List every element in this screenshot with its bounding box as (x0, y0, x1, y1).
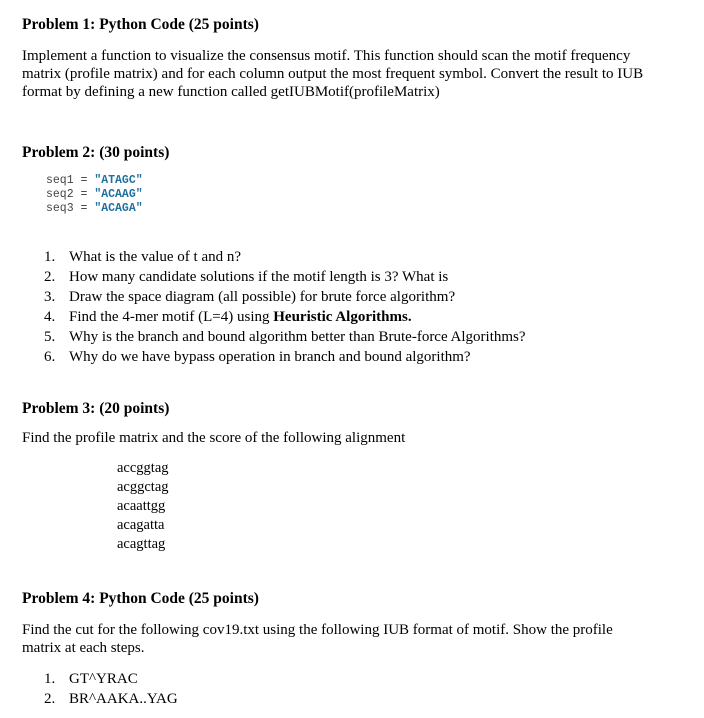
code-string: "ACAGA" (94, 202, 143, 215)
list-number: 3. (44, 289, 56, 305)
list-text: GT^YRAC (69, 671, 138, 687)
list-text-bold: Heuristic Algorithms. (273, 309, 412, 325)
problem-1-line-1: Implement a function to visualize the consensus motif. This function should scan the motif frequency (22, 48, 631, 64)
list-text: What is the value of t and n? (69, 249, 242, 265)
code-string: "ACAAG" (94, 188, 143, 201)
alignment-seq: acagatta (117, 517, 165, 533)
list-number: 1. (44, 249, 56, 265)
problem-1-line-3: format by defining a new function called getIUBMotif(profileMatrix) (22, 84, 440, 100)
list-item (44, 288, 455, 306)
list-item (44, 308, 412, 326)
list-item (44, 690, 178, 708)
problem-3-title: Problem 3: (20 points) (22, 400, 170, 417)
code-line-seq3 (46, 202, 143, 215)
list-number: 1. (44, 671, 56, 687)
code-var: seq2 (46, 188, 74, 201)
alignment-seq: accggtag (117, 460, 169, 476)
problem-2-title: Problem 2: (30 points) (22, 144, 170, 161)
problem-1-title: Problem 1: Python Code (25 points) (22, 16, 259, 33)
list-text: Find the 4-mer motif (L=4) using (69, 309, 274, 325)
code-op: = (73, 202, 95, 215)
list-item (44, 248, 241, 266)
code-line-seq1 (46, 174, 143, 187)
list-text: Why is the branch and bound algorithm better than Brute-force Algorithms? (69, 329, 526, 345)
problem-3-text: Find the profile matrix and the score of the following alignment (22, 430, 406, 446)
alignment-seq: acggctag (117, 479, 169, 495)
list-text: How many candidate solutions if the motif length is 3? What is (69, 269, 449, 285)
code-var: seq3 (46, 202, 74, 215)
code-op: = (73, 174, 95, 187)
code-string: "ATAGC" (94, 174, 143, 187)
list-number: 5. (44, 329, 56, 345)
list-number: 2. (44, 691, 56, 707)
code-var: seq1 (46, 174, 74, 187)
list-number: 4. (44, 309, 56, 325)
list-item (44, 348, 471, 366)
code-line-seq2 (46, 188, 143, 201)
problem-4-line-1: Find the cut for the following cov19.txt using the following IUB format of motif. Show the profile (22, 622, 613, 638)
code-op: = (73, 188, 95, 201)
list-text: Why do we have bypass operation in branch and bound algorithm? (69, 349, 471, 365)
list-item (44, 670, 138, 688)
alignment-seq: acagttag (117, 536, 166, 552)
problem-4-line-2: matrix at each steps. (22, 640, 145, 656)
alignment-seq: acaattgg (117, 498, 166, 514)
problem-1-line-2: matrix (profile matrix) and for each column output the most frequent symbol. Convert the result to IUB (22, 66, 644, 82)
list-text: BR^AAKA..YAG (69, 691, 178, 707)
list-text: Draw the space diagram (all possible) for brute force algorithm? (69, 289, 456, 305)
problem-4-title: Problem 4: Python Code (25 points) (22, 590, 259, 607)
list-item (44, 328, 526, 346)
list-number: 2. (44, 269, 56, 285)
list-item (44, 268, 448, 286)
list-number: 6. (44, 349, 56, 365)
